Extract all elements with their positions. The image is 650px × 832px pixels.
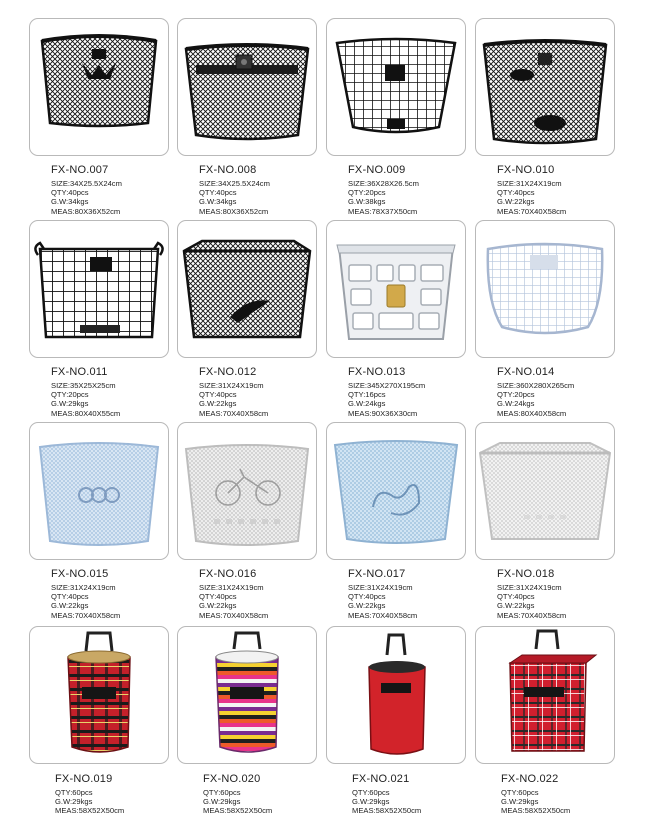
spec-gw: G.W:29kgs (501, 797, 539, 807)
spec-gw: G.W:22kgs (51, 601, 89, 611)
spec-qty: QTY:20pcs (348, 188, 386, 198)
spec-meas: MEAS:58X52X50cm (55, 806, 125, 816)
product-specs (51, 583, 120, 620)
spec-gw: G.W:22kgs (199, 601, 237, 611)
product-code: FX-NO.010 (497, 164, 555, 176)
spec-gw: G.W:24kgs (497, 399, 535, 409)
spec-meas: MEAS:70X40X58cm (497, 610, 567, 620)
spec-meas: MEAS:80X40X58cm (497, 408, 567, 418)
product-photo-frame (29, 220, 169, 358)
product-photo-frame (177, 220, 317, 358)
product-photo-frame (326, 422, 466, 560)
spec-meas: MEAS:70X40X58cm (348, 610, 418, 620)
spec-gw: G.W:22kgs (497, 197, 535, 207)
product-photo-frame (326, 626, 466, 764)
product-code: FX-NO.009 (348, 164, 406, 176)
product-code: FX-NO.022 (501, 773, 559, 785)
basket-image (178, 221, 316, 357)
spec-qty: QTY:40pcs (348, 592, 386, 602)
product-specs (348, 381, 425, 418)
spec-size: SIZE:31X24X19cm (348, 583, 413, 592)
spec-qty: QTY:40pcs (497, 592, 535, 602)
spec-size: SIZE:31X24X19cm (497, 583, 562, 592)
spec-gw: G.W:38kgs (348, 197, 386, 207)
product-specs (348, 179, 419, 216)
spec-meas: MEAS:70X40X58cm (199, 408, 269, 418)
spec-gw: G.W:22kgs (497, 601, 535, 611)
spec-qty: QTY:60pcs (501, 788, 539, 797)
spec-meas: MEAS:80X36X52cm (199, 206, 269, 216)
product-code: FX-NO.008 (199, 164, 257, 176)
product-photo-frame (326, 18, 466, 156)
spec-meas: MEAS:70X40X58cm (497, 206, 567, 216)
basket-image (30, 221, 168, 357)
spec-meas: MEAS:70X40X58cm (51, 610, 121, 620)
basket-image (178, 423, 316, 559)
spec-qty: QTY:40pcs (497, 188, 535, 198)
spec-gw: G.W:34kgs (51, 197, 89, 207)
product-photo-frame (475, 626, 615, 764)
basket-image (476, 423, 614, 559)
basket-image (476, 627, 614, 763)
spec-size: SIZE:31X24X19cm (51, 583, 116, 592)
spec-qty: QTY:40pcs (199, 592, 237, 602)
product-code: FX-NO.020 (203, 773, 261, 785)
product-specs (199, 381, 268, 418)
product-specs (501, 788, 570, 816)
spec-qty: QTY:20pcs (51, 390, 89, 400)
basket-image (327, 627, 465, 763)
spec-meas: MEAS:90X36X30cm (348, 408, 418, 418)
spec-qty: QTY:40pcs (199, 188, 237, 198)
spec-meas: MEAS:58X52X50cm (501, 806, 571, 816)
product-photo-frame (177, 626, 317, 764)
spec-gw: G.W:29kgs (203, 797, 241, 807)
spec-size: SIZE:31X24X19cm (199, 583, 264, 592)
spec-size: SIZE:345X270X195cm (348, 381, 426, 390)
product-code: FX-NO.017 (348, 568, 406, 580)
spec-size: SIZE:31X24X19cm (199, 381, 264, 390)
spec-qty: QTY:20pcs (497, 390, 535, 400)
spec-size: SIZE:34X25.5X24cm (199, 179, 270, 188)
spec-gw: G.W:29kgs (51, 399, 89, 409)
product-specs (203, 788, 272, 816)
product-specs (497, 381, 574, 418)
basket-image (327, 423, 465, 559)
product-specs (497, 179, 566, 216)
product-photo-frame (29, 18, 169, 156)
product-specs (55, 788, 124, 816)
spec-meas: MEAS:70X40X58cm (199, 610, 269, 620)
product-code: FX-NO.014 (497, 366, 555, 378)
spec-meas: MEAS:58X52X50cm (352, 806, 422, 816)
basket-image (178, 627, 316, 763)
product-specs (199, 179, 270, 216)
basket-image (476, 19, 614, 155)
spec-size: SIZE:360X280X265cm (497, 381, 575, 390)
basket-image (30, 19, 168, 155)
spec-meas: MEAS:78X37X50cm (348, 206, 418, 216)
spec-qty: QTY:40pcs (199, 390, 237, 400)
product-specs (199, 583, 268, 620)
spec-qty: QTY:40pcs (51, 592, 89, 602)
product-code: FX-NO.013 (348, 366, 406, 378)
spec-size: SIZE:31X24X19cm (497, 179, 562, 188)
spec-size: SIZE:35X25X25cm (51, 381, 116, 390)
product-photo-frame (29, 626, 169, 764)
product-photo-frame (29, 422, 169, 560)
product-code: FX-NO.012 (199, 366, 257, 378)
basket-image (30, 423, 168, 559)
product-photo-frame (475, 220, 615, 358)
spec-meas: MEAS:58X52X50cm (203, 806, 273, 816)
basket-image (178, 19, 316, 155)
product-specs (348, 583, 417, 620)
product-photo-frame (177, 422, 317, 560)
basket-image (327, 221, 465, 357)
product-code: FX-NO.011 (51, 366, 108, 378)
product-specs (51, 381, 120, 418)
product-code: FX-NO.019 (55, 773, 113, 785)
spec-gw: G.W:34kgs (199, 197, 237, 207)
basket-image (327, 19, 465, 155)
product-photo-frame (475, 422, 615, 560)
spec-qty: QTY:60pcs (352, 788, 390, 797)
product-photo-frame (475, 18, 615, 156)
spec-gw: G.W:22kgs (348, 601, 386, 611)
spec-gw: G.W:24kgs (348, 399, 386, 409)
spec-qty: QTY:60pcs (55, 788, 93, 797)
spec-size: SIZE:34X25.5X24cm (51, 179, 122, 188)
spec-meas: MEAS:80X40X55cm (51, 408, 121, 418)
spec-size: SIZE:36X28X26.5cm (348, 179, 419, 188)
spec-gw: G.W:29kgs (55, 797, 93, 807)
product-code: FX-NO.015 (51, 568, 109, 580)
product-specs (352, 788, 421, 816)
spec-qty: QTY:40pcs (51, 188, 89, 198)
spec-gw: G.W:29kgs (352, 797, 390, 807)
product-specs (497, 583, 566, 620)
product-photo-frame (177, 18, 317, 156)
product-code: FX-NO.021 (352, 773, 410, 785)
product-code: FX-NO.007 (51, 164, 109, 176)
basket-image (476, 221, 614, 357)
product-photo-frame (326, 220, 466, 358)
spec-meas: MEAS:80X36X52cm (51, 206, 121, 216)
basket-image (30, 627, 168, 763)
spec-gw: G.W:22kgs (199, 399, 237, 409)
product-specs (51, 179, 122, 216)
product-code: FX-NO.018 (497, 568, 555, 580)
spec-qty: QTY:16pcs (348, 390, 386, 400)
spec-qty: QTY:60pcs (203, 788, 241, 797)
product-code: FX-NO.016 (199, 568, 257, 580)
